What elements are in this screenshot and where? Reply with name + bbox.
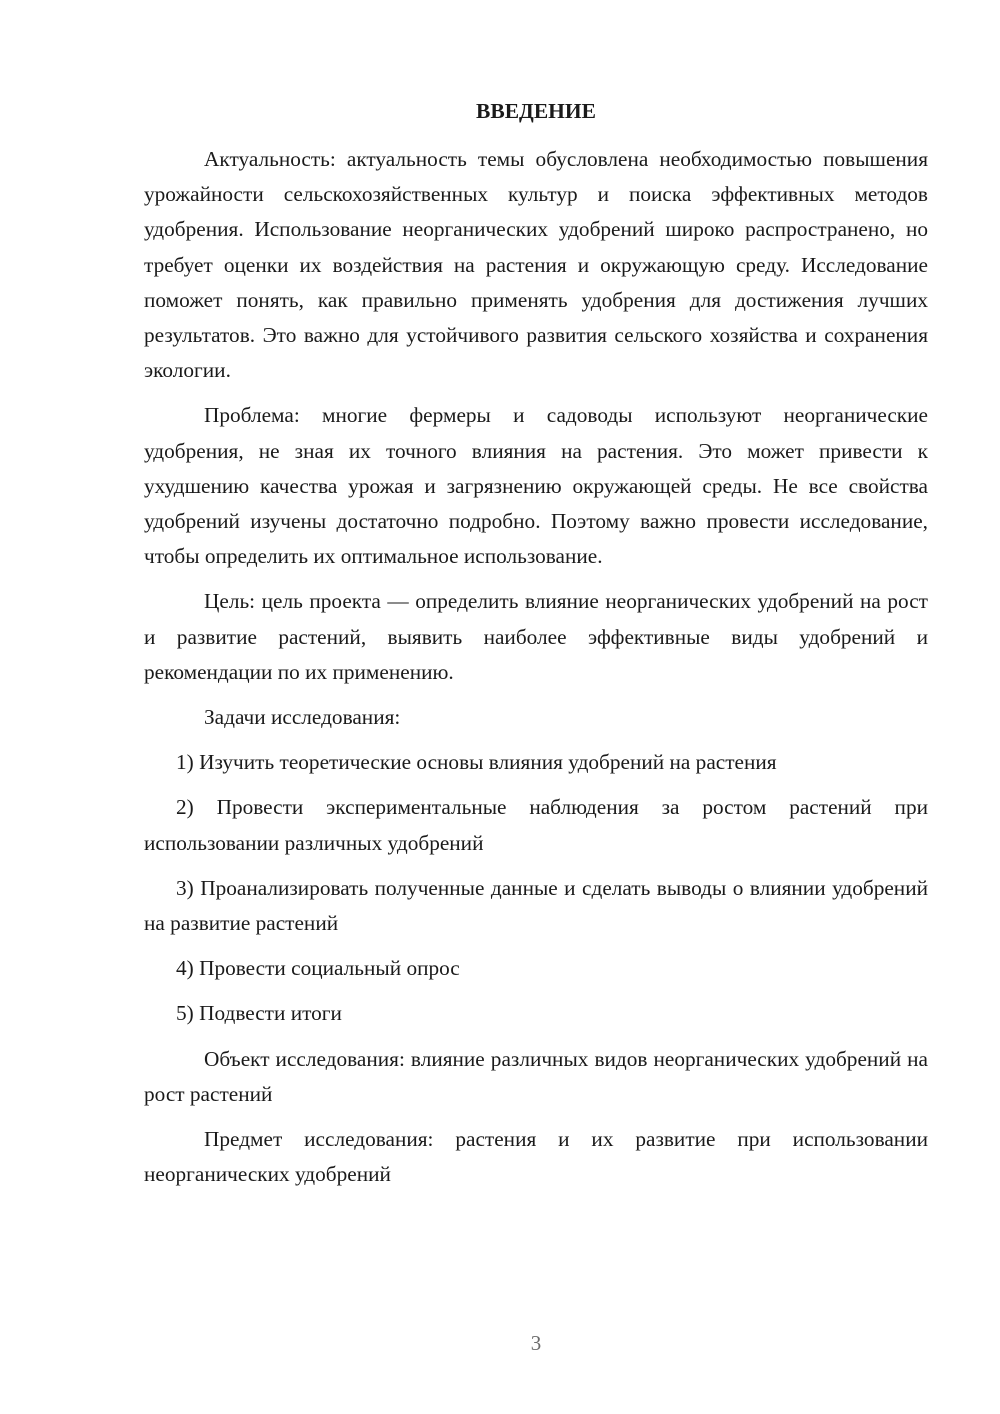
- page-number: 3: [530, 1331, 542, 1355]
- tasks-heading: Задачи исследования:: [204, 705, 401, 730]
- paragraph-subject: Предмет исследования: растения и их развитие при использовании неорганических удобрений: [144, 1127, 928, 1187]
- paragraph-problem: Проблема: многие фермеры и садоводы используют неорганические удобрения, не зная их точного влияния на растения. Это может привести к ухудшению качества урожая и загрязнению окружающей среды. Не все свойства удобрений изучены достаточно подробно. Поэтому важно провести исследование, чтобы определить их оптимальное использование.: [144, 403, 928, 569]
- body-text: [144, 142, 928, 1202]
- task-item: 2) Провести экспериментальные наблюдения за ростом растений при использовании различных удобрений: [144, 795, 928, 855]
- task-item: 1) Изучить теоретические основы влияния удобрений на растения: [176, 750, 777, 775]
- task-item: 4) Провести социальный опрос: [176, 956, 460, 981]
- section-heading: ВВЕДЕНИЕ: [476, 99, 596, 123]
- paragraph-relevance: Актуальность: актуальность темы обусловлена необходимостью повышения урожайности сельскохозяйственных культур и поиска эффективных методов удобрения. Использование неорганических удобрений широко распространено, но требует оценки их воздействия на растения и окружающую среду. Исследование поможет понять, как правильно применять удобрения для достижения лучших результатов. Это важно для устойчивого развития сельского хозяйства и сохранения экологии.: [144, 147, 928, 383]
- paragraph-object: Объект исследования: влияние различных видов неорганических удобрений на рост растений: [144, 1046, 928, 1106]
- paragraph-goal: Цель: цель проекта — определить влияние неорганических удобрений на рост и развитие растений, выявить наиболее эффективные виды удобрений и рекомендации по их применению.: [144, 589, 928, 684]
- task-item: 5) Подвести итоги: [176, 1001, 342, 1026]
- task-item: 3) Проанализировать полученные данные и сделать выводы о влиянии удобрений на развитие растений: [144, 875, 928, 936]
